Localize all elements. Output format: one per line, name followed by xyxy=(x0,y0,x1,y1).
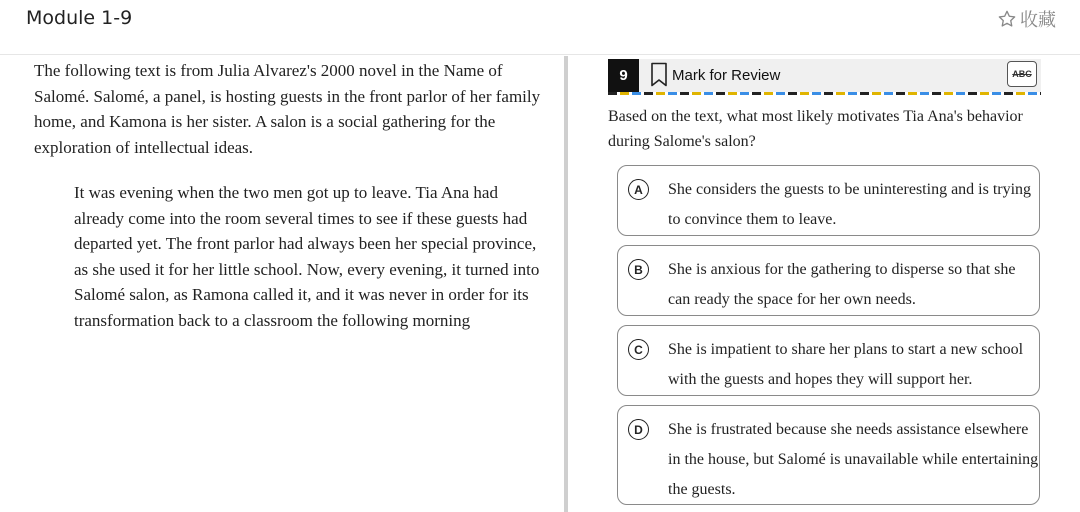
question-number: 9 xyxy=(608,59,639,92)
option-letter: D xyxy=(628,419,649,440)
mark-for-review-label: Mark for Review xyxy=(672,66,781,84)
answer-eliminator-button[interactable] xyxy=(1007,61,1037,87)
panel-divider[interactable] xyxy=(564,56,568,512)
bookmark-icon xyxy=(650,62,668,88)
passage-intro: The following text is from Julia Alvarez's 2000 novel in the Name of Salomé. Salomé, a panel, is hosting guests in the front parlor of her family home, and Kamona is her sister. A salon is a social gathering for the exploration of intellectual ideas. xyxy=(34,61,541,157)
option-text: She considers the guests to be uninteresting and is trying to convince them to leave. xyxy=(668,181,1032,228)
abc-icon: ABC xyxy=(1012,69,1032,79)
option-letter: C xyxy=(628,339,649,360)
favorite-label: 收藏 xyxy=(1020,10,1056,31)
option-text: She is impatient to share her plans to start a new school with the guests and hopes they will support her. xyxy=(668,341,1024,388)
option-b[interactable] xyxy=(617,245,1040,316)
module-title: Module 1-9 xyxy=(26,7,133,29)
option-text: She is frustrated because she needs assistance elsewhere in the house, but Salomé is unavailable while entertaining the guests. xyxy=(668,421,1039,498)
question-header xyxy=(608,59,1041,92)
top-bar xyxy=(0,0,1080,55)
option-a[interactable] xyxy=(617,165,1040,236)
option-c[interactable] xyxy=(617,325,1040,396)
passage-panel xyxy=(34,58,546,333)
option-letter: A xyxy=(628,179,649,200)
header-dashed-line xyxy=(608,92,1041,95)
passage-excerpt: It was evening when the two men got up to leave. Tia Ana had already come into the room several times to see if these guests had departed yet. The front parlor had always been her special province, as she used it for her little school. Now, every evening, it turned into Salomé salon, as Ramona called it, and it was never in order for its transformation back to a classroom the following morning xyxy=(74,183,540,330)
option-letter: B xyxy=(628,259,649,280)
option-d[interactable] xyxy=(617,405,1040,505)
option-text: She is anxious for the gathering to disperse so that she can ready the space for her own needs. xyxy=(668,261,1016,308)
favorite-button[interactable] xyxy=(997,6,1056,32)
question-prompt: Based on the text, what most likely motivates Tia Ana's behavior during Salome's salon? xyxy=(608,108,1023,150)
mark-for-review-button[interactable] xyxy=(650,62,780,88)
star-icon xyxy=(997,9,1017,29)
